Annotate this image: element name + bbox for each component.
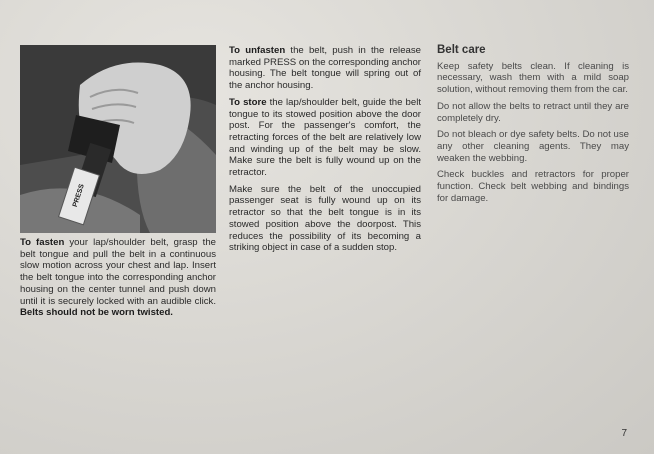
belt-care-paragraph-2: Do not allow the belts to retract until they are completely dry. bbox=[437, 100, 629, 124]
belt-care-paragraph-1: Keep safety belts clean. If cleaning is necessary, wash them with a mild soap solution, without removing them from the car. bbox=[437, 60, 629, 96]
belt-care-paragraph-4: Check buckles and retractors for proper function. Check belt webbing and bindings for damage. bbox=[437, 169, 629, 204]
belt-care-heading: Belt care bbox=[437, 44, 486, 56]
column-middle bbox=[229, 45, 421, 259]
column-right bbox=[437, 45, 629, 209]
column-left bbox=[20, 237, 216, 324]
store-lead: To store bbox=[229, 96, 267, 108]
unfasten-lead: To unfasten bbox=[229, 45, 286, 56]
seat-belt-photo bbox=[20, 45, 216, 233]
store-paragraph bbox=[229, 97, 421, 179]
fasten-lead: To fasten bbox=[20, 237, 65, 248]
page-number: 7 bbox=[621, 428, 627, 439]
belt-care-paragraph-3: Do not bleach or dye safety belts. Do not use any other cleaning agents. They may weaken the webbing. bbox=[437, 129, 629, 164]
buckle-press-label: PRESS bbox=[71, 183, 86, 209]
unfasten-body: the belt, push in the release marked PRESS on the corresponding anchor housing. The belt tongue will spring out of the anchor housing. bbox=[229, 45, 421, 92]
unfasten-paragraph bbox=[229, 45, 421, 92]
fasten-warning: Belts should not be worn twisted. bbox=[20, 307, 173, 319]
seat-belt-buckle-photo-icon bbox=[20, 45, 216, 233]
fasten-body: your lap/shoulder belt, grasp the belt tongue and pull the belt in a continuous slow motion across your chest and lap. Insert the belt tongue into the corresponding anchor housing on the center tunnel and push down until it is securely locked with an audible click. bbox=[20, 237, 216, 307]
fasten-paragraph bbox=[20, 237, 216, 319]
unoccupied-seat-paragraph: Make sure the belt of the unoccupied passenger seat is fully wound up on its retractor so that the belt tongue is in its stowed position above the doorpost. This reduces the possibility of its becoming a striking object in case of a sudden stop. bbox=[229, 183, 421, 254]
store-body: the lap/shoulder belt, guide the belt tongue to its stowed position above the door post. For the passenger's comfort, the retracting forces of the belt are relatively low and winding up of the belt may be slow. Make sure the belt is fully wound up on the retractor. bbox=[229, 96, 421, 179]
